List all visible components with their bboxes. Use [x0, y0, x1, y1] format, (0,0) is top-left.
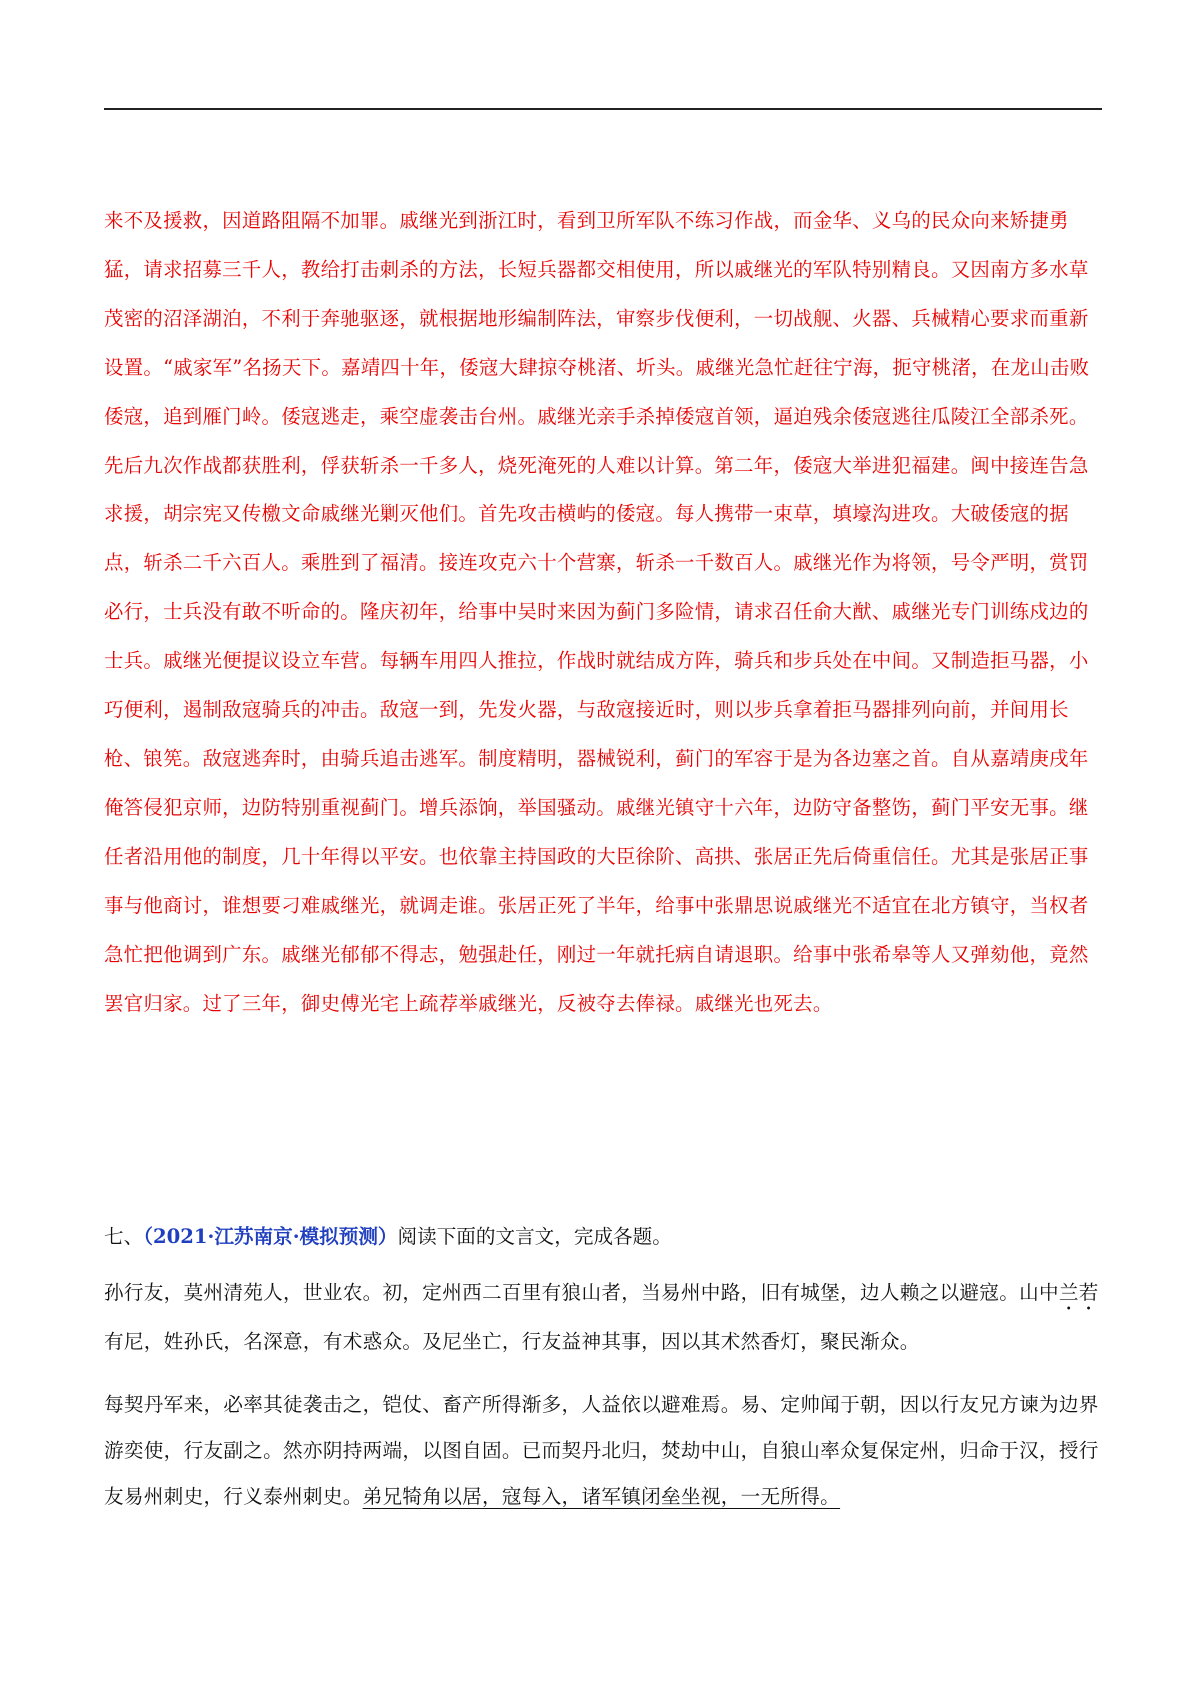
question-source: （2021·江苏南京·模拟预测） [143, 1225, 398, 1248]
question-instruction: 阅读下面的文言文，完成各题。 [397, 1225, 672, 1248]
question-heading [104, 1223, 1102, 1251]
passage-paragraph-1 [104, 1268, 1102, 1366]
underlined-sentence: 弟兄犄角以居，寇每入，诸军镇闭垒坐视，一无所得。 [362, 1485, 841, 1508]
header-rule [104, 108, 1102, 110]
passage-paragraph-2 [104, 1382, 1102, 1520]
passage-text: 每契丹军来，必率其徒袭击之，铠仗、畜产所得渐多，人益依以避难焉。易、定帅闻于朝，因以行友兄方谏为边界游奕使，行友副之。然亦阴持两端，以图自固。已而契丹北归，焚劫中山，自狼山率众复保定州，归命于汉，授行友易州刺史，行义泰州刺史。 [104, 1393, 1099, 1508]
question-number: 七、 [104, 1225, 144, 1248]
emphasized-term: 兰若 [1058, 1281, 1099, 1304]
passage-text: 有尼，姓孙氏，名深意，有术惑众。及尼坐亡，行友益神其事，因以其术然香灯，聚民渐众。 [104, 1330, 920, 1353]
translation-paragraph: 来不及援救，因道路阻隔不加罪。戚继光到浙江时，看到卫所军队不练习作战，而金华、义乌的民众向来矫捷勇猛，请求招募三千人，教给打击刺杀的方法，长短兵器都交相使用，所以戚继光的军队特别精良。又因南方多水草茂密的沼泽湖泊，不利于奔驰驱逐，就根据地形编制阵法，审察步伐便利，一切战舰、火器、兵械精心要求而重新设置。“戚家军”名扬天下。嘉靖四十年，倭寇大肆掠夺桃渚、圻头。戚继光急忙赶往宁海，扼守桃渚，在龙山击败倭寇，追到雁门岭。倭寇逃走，乘空虚袭击台州。戚继光亲手杀掉倭寇首领，逼迫残余倭寇逃往瓜陵江全部杀死。先后九次作战都获胜利，俘获斩杀一千多人，烧死淹死的人难以计算。第二年，倭寇大举进犯福建。闽中接连告急求援，胡宗宪又传檄文命戚继光剿灭他们。首先攻击横屿的倭寇。每人携带一束草，填壕沟进攻。大破倭寇的据点，斩杀二千六百人。乘胜到了福清。接连攻克六十个营寨，斩杀一千数百人。戚继光作为将领，号令严明，赏罚必行，士兵没有敢不听命的。隆庆初年，给事中吴时来因为蓟门多险情，请求召任俞大猷、戚继光专门训练戍边的士兵。戚继光便提议设立车营。每辆车用四人推拉，作战时就结成方阵，骑兵和步兵处在中间。又制造拒马器，小巧便利，遏制敌寇骑兵的冲击。敌寇一到，先发火器，与敌寇接近时，则以步兵拿着拒马器排列向前，并间用长枪、锒筅。敌寇逃奔时，由骑兵追击逃军。制度精明，器械锐利，蓟门的军容于是为各边塞之首。自从嘉靖庚戌年俺答侵犯京师，边防特别重视蓟门。增兵添饷，举国骚动。戚继光镇守十六年，边防守备整饬，蓟门平安无事。继任者沿用他的制度，几十年得以平安。也依靠主持国政的大臣徐阶、高拱、张居正先后倚重信任。尤其是张居正事事与他商讨，谁想要刁难戚继光，就调走谁。张居正死了半年，给事中张鼎思说戚继光不适宜在北方镇守，当权者急忙把他调到广东。戚继光郁郁不得志，勉强赴任，刚过一年就托病自请退职。给事中张希皋等人又弹劾他，竟然罢官归家。过了三年，御史傅光宅上疏荐举戚继光，反被夺去俸禄。戚继光也死去。 [104, 209, 1090, 1015]
passage-text: 孙行友，莫州清苑人，世业农。初，定州西二百里有狼山者，当易州中路，旧有城堡，边人赖之以避寇。山中 [104, 1281, 1059, 1304]
